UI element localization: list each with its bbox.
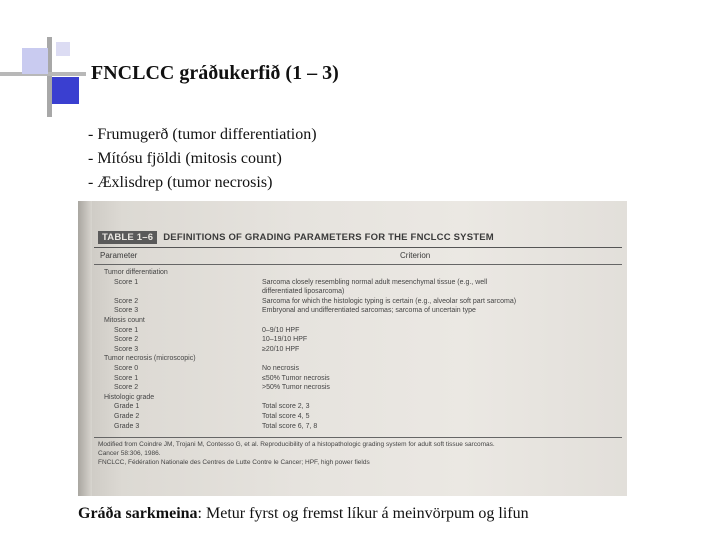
table-heading (98, 231, 494, 244)
table-row-parameter: Score 1 (114, 326, 139, 334)
table-row-parameter: Score 0 (114, 365, 139, 372)
bullet-list (88, 123, 317, 195)
ornament-blue-square (52, 77, 79, 104)
bullet-item: - Frumugerð (tumor differentiation) (88, 126, 317, 143)
scan-shadow (78, 201, 92, 496)
bullet-item: - Æxlisdrep (tumor necrosis) (88, 174, 273, 191)
table-footnote: FNCLCC, Fédération Nationale des Centres de Lutte Contre le Cancer; HPF, high power fields (98, 459, 370, 466)
table-row-criterion: 0–9/10 HPF (262, 326, 300, 334)
column-criterion: Criterion (400, 251, 431, 260)
scanned-table-image (78, 201, 627, 496)
table-row-parameter: Histologic grade (104, 393, 155, 401)
table-row-criterion: ≤50% Tumor necrosis (262, 374, 330, 382)
table-row-parameter: Score 2 (114, 336, 139, 344)
column-parameter: Parameter (100, 251, 138, 260)
caption-bold: Gráða sarkmeina (78, 505, 198, 522)
table-row-criterion: Total score 4, 5 (262, 413, 310, 420)
table-row-criterion: Sarcoma closely resembling normal adult mesenchymal tissue (e.g., well (262, 278, 488, 286)
table-row-parameter: Score 3 (114, 345, 139, 353)
table-footnote: Cancer 58:306, 1986. (98, 450, 161, 457)
table-row-criterion: Total score 6, 7, 8 (262, 422, 318, 430)
table-row-parameter: Mitosis count (104, 317, 145, 324)
table-row-parameter: Score 1 (114, 278, 139, 286)
table-row-parameter: Tumor necrosis (microscopic) (104, 355, 196, 363)
table-row-parameter: Tumor differentiation (104, 269, 168, 276)
slide-ornament (0, 0, 100, 120)
ornament-lavender-square (22, 48, 48, 74)
table-footnote: Modified from Coindre JM, Trojani M, Contesso G, et al. Reproducibility of a histopathologic grading system for adult soft tissue sarcomas. (98, 441, 495, 448)
table-row-criterion: 10–19/10 HPF (262, 336, 308, 344)
table-row-parameter: Score 2 (114, 384, 139, 392)
table-row-criterion: Embryonal and undifferentiated sarcomas; sarcoma of uncertain type (262, 307, 476, 315)
table-row-criterion: Sarcoma for which the histologic typing is certain (e.g., alveolar soft part sarcoma) (262, 297, 517, 305)
ornament-light-square (56, 42, 70, 56)
table-label: TABLE 1–6 (98, 231, 157, 244)
table-row-criterion: ≥20/10 HPF (262, 345, 300, 353)
table-row-parameter: Grade 3 (114, 422, 140, 430)
caption-text: : Metur fyrst og fremst líkur á meinvörpum og lifun (197, 505, 529, 522)
bullet-item: - Mítósu fjöldi (mitosis count) (88, 150, 282, 167)
table-title: DEFINITIONS OF GRADING PARAMETERS FOR THE FNCLCC SYSTEM (163, 232, 494, 243)
table-row-criterion: >50% Tumor necrosis (262, 384, 330, 392)
table-row-parameter: Score 2 (114, 297, 139, 305)
table-row-parameter: Grade 2 (114, 413, 140, 420)
table-row-criterion: No necrosis (262, 365, 299, 372)
table-column-header (94, 247, 622, 265)
table-bottom-rule (94, 437, 622, 438)
table-row-criterion: differentiated liposarcoma) (262, 288, 345, 296)
table-row-criterion: Total score 2, 3 (262, 403, 310, 411)
table-row-parameter: Score 1 (114, 374, 139, 382)
table-row-parameter: Grade 1 (114, 403, 140, 411)
table-row-parameter: Score 3 (114, 307, 139, 315)
slide-title: FNCLCC gráðukerfið (1 – 3) (91, 62, 339, 84)
slide-caption (78, 505, 529, 523)
